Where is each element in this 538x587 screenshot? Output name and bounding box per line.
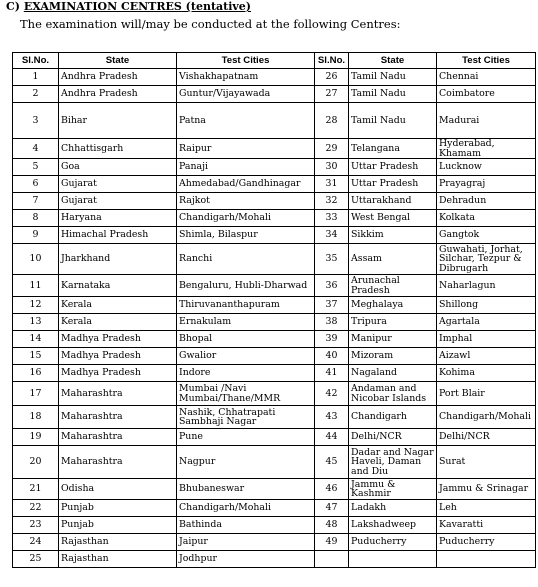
right-slno: 35 (315, 244, 349, 275)
table-row (13, 406, 536, 429)
left-slno: 17 (13, 382, 59, 406)
table-row (13, 244, 536, 275)
left-test-city: Jaipur (177, 534, 315, 551)
left-slno: 3 (13, 103, 59, 139)
right-state: Assam (349, 244, 437, 275)
right-state: Tamil Nadu (349, 86, 437, 103)
right-test-city: Kavaratti (437, 517, 536, 534)
left-test-city: Chandigarh/Mohali (177, 500, 315, 517)
right-test-city: Gangtok (437, 227, 536, 244)
right-slno: 31 (315, 176, 349, 193)
intro-text: The examination will/may be conducted at the following Centres: (20, 17, 401, 31)
right-state: West Bengal (349, 210, 437, 227)
left-test-city: Indore (177, 365, 315, 382)
right-test-city: Dehradun (437, 193, 536, 210)
right-slno: 37 (315, 297, 349, 314)
left-state: Kerala (59, 314, 177, 331)
right-test-city: Coimbatore (437, 86, 536, 103)
right-test-city: Puducherry (437, 534, 536, 551)
left-state: Andhra Pradesh (59, 69, 177, 86)
right-test-city: Surat (437, 446, 536, 479)
left-state: Gujarat (59, 176, 177, 193)
left-test-city: Nashik, Chhatrapati Sambhaji Nagar (177, 406, 315, 429)
table-row (13, 382, 536, 406)
left-state: Maharashtra (59, 429, 177, 446)
right-slno: 28 (315, 103, 349, 139)
left-test-city: Thiruvananthapuram (177, 297, 315, 314)
table-row (13, 534, 536, 551)
table-row (13, 210, 536, 227)
right-state: Mizoram (349, 348, 437, 365)
left-slno: 14 (13, 331, 59, 348)
right-slno: 45 (315, 446, 349, 479)
table-header-row (13, 53, 536, 69)
left-test-city: Patna (177, 103, 315, 139)
left-slno: 11 (13, 275, 59, 297)
left-test-city: Mumbai /Navi Mumbai/Thane/MMR (177, 382, 315, 406)
right-slno (315, 551, 349, 568)
right-slno: 43 (315, 406, 349, 429)
right-slno: 44 (315, 429, 349, 446)
left-slno: 1 (13, 69, 59, 86)
right-state (349, 551, 437, 568)
left-state: Jharkhand (59, 244, 177, 275)
right-test-city: Guwahati, Jorhat, Silchar, Tezpur & Dibrugarh (437, 244, 536, 275)
header-state-right: State (349, 53, 437, 69)
left-test-city: Bhopal (177, 331, 315, 348)
right-state: Tamil Nadu (349, 103, 437, 139)
left-state: Madhya Pradesh (59, 331, 177, 348)
left-test-city: Panaji (177, 159, 315, 176)
left-test-city: Jodhpur (177, 551, 315, 568)
left-state: Madhya Pradesh (59, 348, 177, 365)
right-state: Puducherry (349, 534, 437, 551)
right-slno: 32 (315, 193, 349, 210)
right-state: Tamil Nadu (349, 69, 437, 86)
right-test-city: Chennai (437, 69, 536, 86)
left-test-city: Rajkot (177, 193, 315, 210)
section-heading (6, 0, 251, 14)
left-state: Maharashtra (59, 446, 177, 479)
exam-centres-table (12, 52, 536, 568)
left-state: Karnataka (59, 275, 177, 297)
right-slno: 39 (315, 331, 349, 348)
right-state: Uttar Pradesh (349, 176, 437, 193)
right-slno: 34 (315, 227, 349, 244)
left-state: Bihar (59, 103, 177, 139)
header-slno-right: Sl.No. (315, 53, 349, 69)
header-slno-left: Sl.No. (13, 53, 59, 69)
table-row (13, 159, 536, 176)
section-label: C) (6, 0, 20, 13)
left-slno: 15 (13, 348, 59, 365)
right-test-city: Aizawl (437, 348, 536, 365)
right-slno: 49 (315, 534, 349, 551)
table-row (13, 446, 536, 479)
left-test-city: Raipur (177, 139, 315, 159)
right-state: Tripura (349, 314, 437, 331)
right-state: Sikkim (349, 227, 437, 244)
left-slno: 8 (13, 210, 59, 227)
table-row (13, 193, 536, 210)
left-slno: 25 (13, 551, 59, 568)
left-slno: 16 (13, 365, 59, 382)
table-row (13, 103, 536, 139)
right-state: Dadar and Nagar Haveli, Daman and Diu (349, 446, 437, 479)
left-state: Punjab (59, 517, 177, 534)
table-row (13, 429, 536, 446)
right-state: Uttarakhand (349, 193, 437, 210)
right-test-city: Jammu & Srinagar (437, 479, 536, 500)
left-test-city: Vishakhapatnam (177, 69, 315, 86)
right-slno: 47 (315, 500, 349, 517)
table-row (13, 176, 536, 193)
right-test-city: Hyderabad, Khamam (437, 139, 536, 159)
table-row (13, 479, 536, 500)
table-row (13, 297, 536, 314)
table-body (13, 69, 536, 568)
left-state: Madhya Pradesh (59, 365, 177, 382)
left-state: Punjab (59, 500, 177, 517)
left-state: Rajasthan (59, 551, 177, 568)
right-test-city: Chandigarh/Mohali (437, 406, 536, 429)
right-test-city (437, 551, 536, 568)
table-row (13, 551, 536, 568)
right-slno: 26 (315, 69, 349, 86)
right-state: Chandigarh (349, 406, 437, 429)
left-test-city: Gwalior (177, 348, 315, 365)
left-test-city: Guntur/Vijayawada (177, 86, 315, 103)
left-state: Rajasthan (59, 534, 177, 551)
right-state: Jammu & Kashmir (349, 479, 437, 500)
right-state: Andaman and Nicobar Islands (349, 382, 437, 406)
right-slno: 36 (315, 275, 349, 297)
left-slno: 10 (13, 244, 59, 275)
left-state: Gujarat (59, 193, 177, 210)
right-test-city: Naharlagun (437, 275, 536, 297)
left-state: Goa (59, 159, 177, 176)
left-test-city: Ernakulam (177, 314, 315, 331)
left-slno: 6 (13, 176, 59, 193)
right-state: Uttar Pradesh (349, 159, 437, 176)
right-test-city: Agartala (437, 314, 536, 331)
left-state: Chhattisgarh (59, 139, 177, 159)
right-state: Arunachal Pradesh (349, 275, 437, 297)
right-test-city: Leh (437, 500, 536, 517)
left-slno: 21 (13, 479, 59, 500)
right-state: Nagaland (349, 365, 437, 382)
right-state: Delhi/NCR (349, 429, 437, 446)
right-slno: 30 (315, 159, 349, 176)
left-state: Haryana (59, 210, 177, 227)
right-test-city: Shillong (437, 297, 536, 314)
right-slno: 46 (315, 479, 349, 500)
left-slno: 20 (13, 446, 59, 479)
table-row (13, 227, 536, 244)
table-row (13, 517, 536, 534)
left-state: Andhra Pradesh (59, 86, 177, 103)
table-row (13, 69, 536, 86)
left-state: Kerala (59, 297, 177, 314)
right-slno: 33 (315, 210, 349, 227)
left-slno: 18 (13, 406, 59, 429)
left-slno: 23 (13, 517, 59, 534)
left-state: Himachal Pradesh (59, 227, 177, 244)
left-slno: 9 (13, 227, 59, 244)
left-slno: 22 (13, 500, 59, 517)
right-slno: 42 (315, 382, 349, 406)
left-test-city: Ahmedabad/Gandhinagar (177, 176, 315, 193)
section-title: EXAMINATION CENTRES (tentative) (23, 0, 252, 13)
right-slno: 40 (315, 348, 349, 365)
header-cities-right: Test Cities (437, 53, 536, 69)
right-slno: 48 (315, 517, 349, 534)
left-slno: 7 (13, 193, 59, 210)
left-test-city: Nagpur (177, 446, 315, 479)
left-state: Odisha (59, 479, 177, 500)
left-test-city: Bengaluru, Hubli-Dharwad (177, 275, 315, 297)
right-test-city: Delhi/NCR (437, 429, 536, 446)
table-row (13, 365, 536, 382)
table-row (13, 314, 536, 331)
right-state: Telangana (349, 139, 437, 159)
right-state: Lakshadweep (349, 517, 437, 534)
right-slno: 41 (315, 365, 349, 382)
left-slno: 24 (13, 534, 59, 551)
left-slno: 5 (13, 159, 59, 176)
left-slno: 12 (13, 297, 59, 314)
left-slno: 19 (13, 429, 59, 446)
right-slno: 27 (315, 86, 349, 103)
left-state: Maharashtra (59, 406, 177, 429)
right-test-city: Madurai (437, 103, 536, 139)
cut-off-footnote (28, 582, 508, 587)
table-row (13, 500, 536, 517)
left-test-city: Bhubaneswar (177, 479, 315, 500)
right-test-city: Lucknow (437, 159, 536, 176)
table-row (13, 331, 536, 348)
header-cities-left: Test Cities (177, 53, 315, 69)
left-state: Maharashtra (59, 382, 177, 406)
left-test-city: Pune (177, 429, 315, 446)
left-slno: 13 (13, 314, 59, 331)
table-row (13, 139, 536, 159)
right-slno: 38 (315, 314, 349, 331)
right-test-city: Kohima (437, 365, 536, 382)
table-row (13, 348, 536, 365)
table-row (13, 275, 536, 297)
right-test-city: Imphal (437, 331, 536, 348)
left-test-city: Chandigarh/Mohali (177, 210, 315, 227)
left-test-city: Ranchi (177, 244, 315, 275)
left-slno: 2 (13, 86, 59, 103)
right-test-city: Prayagraj (437, 176, 536, 193)
right-test-city: Kolkata (437, 210, 536, 227)
right-state: Ladakh (349, 500, 437, 517)
left-slno: 4 (13, 139, 59, 159)
right-state: Manipur (349, 331, 437, 348)
table-row (13, 86, 536, 103)
right-state: Meghalaya (349, 297, 437, 314)
left-test-city: Shimla, Bilaspur (177, 227, 315, 244)
header-state-left: State (59, 53, 177, 69)
right-slno: 29 (315, 139, 349, 159)
right-test-city: Port Blair (437, 382, 536, 406)
left-test-city: Bathinda (177, 517, 315, 534)
